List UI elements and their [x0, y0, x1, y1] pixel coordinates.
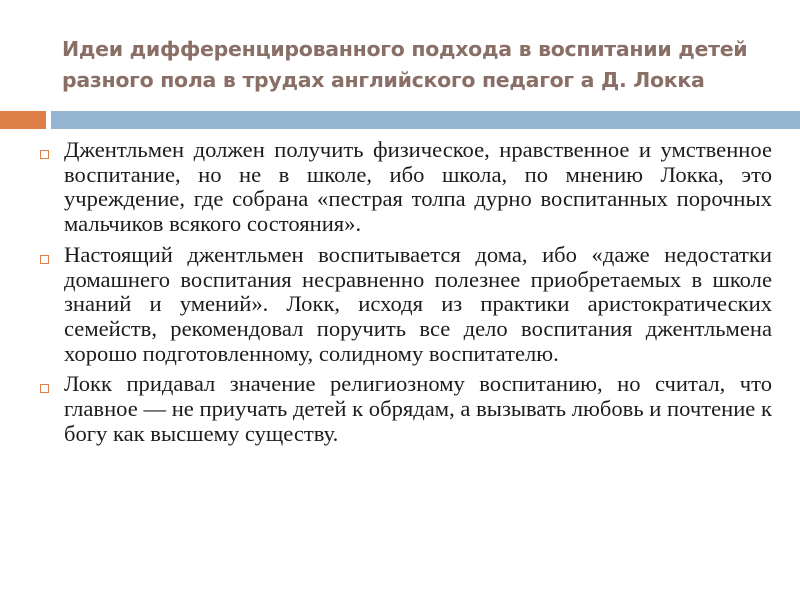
slide-title-line-1: Идеи дифференцированного подхода в воспитании детей: [62, 37, 748, 61]
slide-title: [62, 34, 782, 96]
bullet-list: [36, 138, 772, 452]
list-item: [36, 243, 772, 367]
accent-bar-blue: [51, 111, 800, 129]
accent-bar-orange: [0, 111, 46, 129]
bullet-text: Джентльмен должен получить физическое, нравственное и умственное воспитание, но не в школе, ибо школа, по мнению Локка, это учреждение, где собрана «пестрая толпа дурно воспитанных порочных мальчиков всякого состояния».: [64, 137, 772, 237]
hollow-square-icon: [40, 150, 49, 159]
hollow-square-icon: [40, 255, 49, 264]
slide-title-line-2: разного пола в трудах английского педагог а Д. Локка: [62, 68, 705, 92]
list-item: [36, 138, 772, 237]
bullet-text: Локк придавал значение религиозному воспитанию, но считал, что главное — не приучать детей к обрядам, а вызывать любовь и почтение к богу как высшему существу.: [64, 371, 772, 446]
list-item: [36, 372, 772, 446]
bullet-text: Настоящий джентльмен воспитывается дома, ибо «даже недостатки домашнего воспитания несравненно полезнее приобретаемых в школе знаний и умений». Локк, исходя из практики аристократических семейств, рекомендовал поручить все дело воспитания джентльмена хорошо подготовленному, солидному воспитателю.: [64, 241, 772, 366]
hollow-square-icon: [40, 384, 49, 393]
